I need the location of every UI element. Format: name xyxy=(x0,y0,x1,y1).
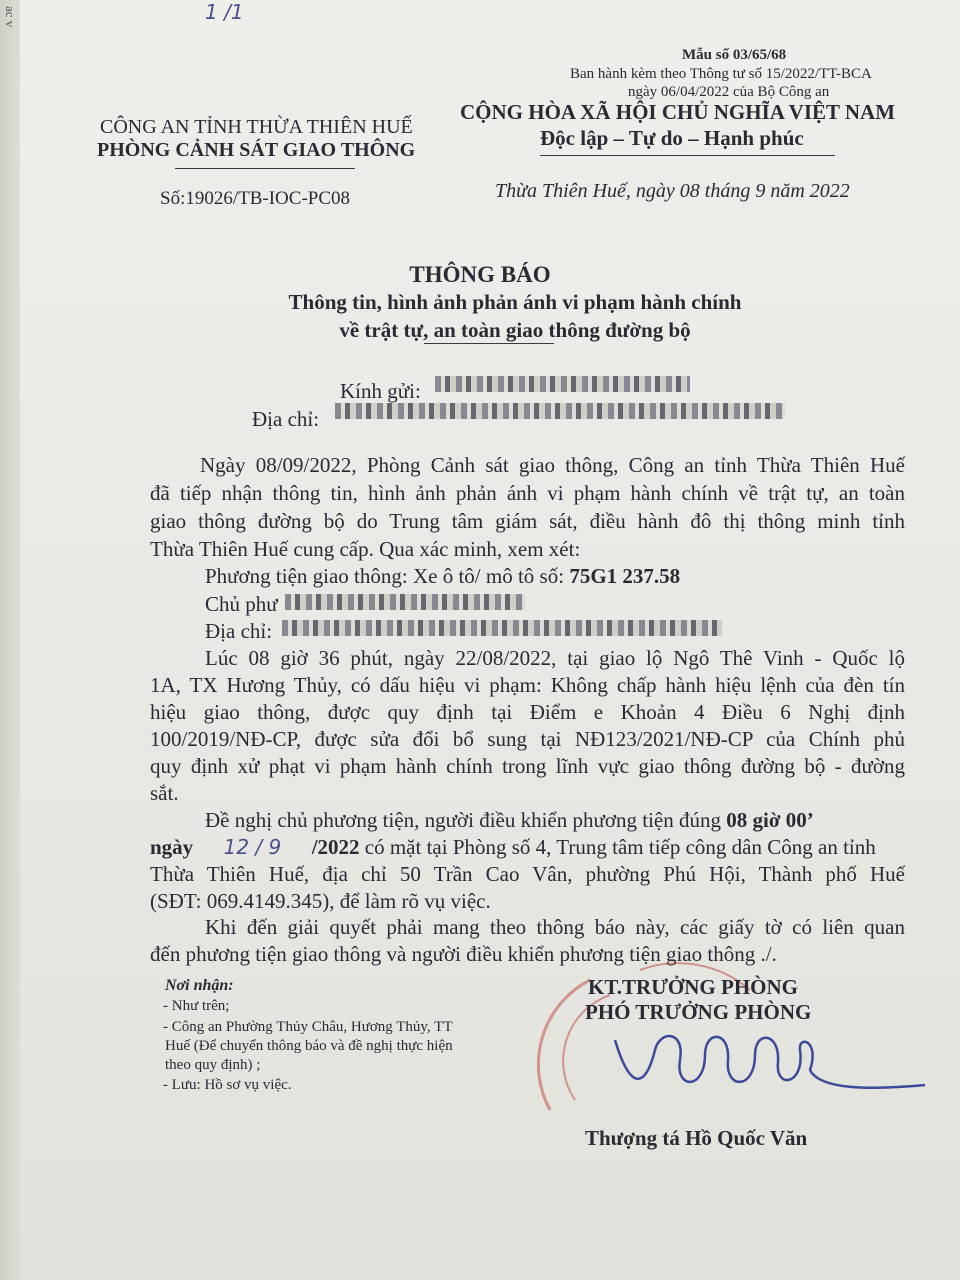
document-title: THÔNG BÁO xyxy=(409,262,551,287)
paragraph-3-text: Đề nghị chủ phương tiện, người điều khiển phương tiện đúng xyxy=(205,808,721,832)
redacted-owner-address xyxy=(282,620,722,636)
vehicle-plate: 75G1 237.58 xyxy=(569,564,681,588)
appointment-time: 08 giờ 00’ xyxy=(726,808,814,832)
appointment-location: có mặt tại Phòng số 4, Trung tâm tiếp công dân Công an tỉnh xyxy=(364,835,876,859)
edge-text: ac v xyxy=(3,6,18,28)
form-issued-line2: ngày 06/04/2022 của Bộ Công an xyxy=(628,84,830,100)
redacted-recipient-address xyxy=(335,403,785,419)
paragraph-2-line-2: 1A, TX Hương Thủy, có dấu hiệu vi phạm: Không chấp hành hiệu lệnh của đèn tín xyxy=(150,673,905,697)
paragraph-2-line-1: Lúc 08 giờ 36 phút, ngày 22/08/2022, tại giao lộ Ngô Thê Vinh - Quốc lộ xyxy=(205,646,905,670)
department-name: PHÒNG CẢNH SÁT GIAO THÔNG xyxy=(97,139,416,161)
handwritten-appointment-date: 12 / 9 xyxy=(223,835,282,859)
appointment-ngay: ngày xyxy=(150,835,194,859)
paragraph-3-line-4: (SĐT: 069.4149.345), để làm rõ vụ việc. xyxy=(150,889,491,913)
department-underline xyxy=(175,168,355,169)
paragraph-2-line-3: hiệu giao thông, được quy định tại Điểm e Khoản 4 Điều 6 Nghị định xyxy=(150,700,905,724)
appointment-year: /2022 xyxy=(311,835,360,859)
form-code: Mẫu số 03/65/68 xyxy=(682,47,787,63)
owner-address-label: Địa chỉ: xyxy=(205,619,273,643)
paragraph-1-line-2: đã tiếp nhận thông tin, hình ảnh phản ánh vi phạm hành chính về trật tự, an toàn xyxy=(150,481,905,505)
paragraph-2-line-4: 100/2019/NĐ-CP, được sửa đổi bổ sung tại NĐ123/2021/NĐ-CP của Chính phủ xyxy=(150,727,905,751)
kinh-gui-label: Kính gửi: xyxy=(340,379,421,403)
agency-name: CÔNG AN TỈNH THỪA THIÊN HUẾ xyxy=(100,116,413,138)
paragraph-3-line-1 xyxy=(205,807,814,833)
signature-title-1: KT.TRƯỞNG PHÒNG xyxy=(588,975,798,999)
country-name: CỘNG HÒA XÃ HỘI CHỦ NGHĨA VIỆT NAM xyxy=(460,100,896,124)
vehicle-label: Phương tiện giao thông: Xe ô tô/ mô tô số: xyxy=(205,564,565,588)
recipients-heading: Nơi nhận: xyxy=(165,977,234,994)
paragraph-3-line-2 xyxy=(150,834,876,860)
signature-scribble xyxy=(615,1036,925,1088)
vehicle-line xyxy=(205,563,680,589)
document-subtitle-1: Thông tin, hình ảnh phản ánh vi phạm hành chính xyxy=(288,290,742,314)
adjacent-page-edge xyxy=(0,0,21,1280)
paragraph-2-line-6: sắt. xyxy=(150,781,179,805)
paragraph-1-line-3: giao thông đường bộ do Trung tâm giám sát, điều hành đô thị thông minh tỉnh xyxy=(150,509,905,533)
paragraph-4-line-2: đến phương tiện giao thông và người điều khiển phương tiện giao thông ./. xyxy=(150,942,777,966)
dia-chi-label: Địa chỉ: xyxy=(252,407,320,431)
subtitle-underline xyxy=(424,343,554,344)
redacted-recipient-name xyxy=(435,376,690,392)
document-subtitle-2: về trật tự, an toàn giao thông đường bộ xyxy=(339,318,691,342)
paragraph-3-line-3: Thừa Thiên Huế, địa chỉ 50 Trần Cao Vân, phường Phú Hội, Thành phố Huế xyxy=(150,862,905,886)
paragraph-4-line-1: Khi đến giải quyết phải mang theo thông báo này, các giấy tờ có liên quan xyxy=(205,915,905,939)
paragraph-1-line-1: Ngày 08/09/2022, Phòng Cảnh sát giao thông, Công an tỉnh Thừa Thiên Huế xyxy=(200,453,905,477)
recipients-item-2-line-1: - Công an Phường Thủy Châu, Hương Thủy, TT xyxy=(163,1019,453,1035)
motto-underline xyxy=(540,155,835,156)
recipients-item-2-line-2: Huế (Để chuyển thông báo và đề nghị thực hiện xyxy=(165,1038,453,1054)
paragraph-2-line-5: quy định xử phạt vi phạm hành chính trong lĩnh vực giao thông đường bộ - đường xyxy=(150,754,905,778)
owner-label: Chủ phư xyxy=(205,592,278,616)
recipients-item-2-line-3: theo quy định) ; xyxy=(165,1057,261,1073)
handwritten-top-mark: 1 /1 xyxy=(205,0,244,24)
place-date: Thừa Thiên Huế, ngày 08 tháng 9 năm 2022 xyxy=(495,180,850,202)
signer-name: Thượng tá Hồ Quốc Văn xyxy=(585,1126,808,1150)
redacted-owner-name xyxy=(285,594,525,610)
document-number: Số:19026/TB-IOC-PC08 xyxy=(160,188,351,209)
recipients-item-1: - Như trên; xyxy=(163,998,230,1014)
national-motto: Độc lập – Tự do – Hạnh phúc xyxy=(540,126,804,150)
signature-title-2: PHÓ TRƯỞNG PHÒNG xyxy=(585,1000,812,1024)
paragraph-1-line-4: Thừa Thiên Huế cung cấp. Qua xác minh, xem xét: xyxy=(150,537,581,561)
recipients-item-3: - Lưu: Hồ sơ vụ việc. xyxy=(163,1077,292,1093)
form-issued-line1: Ban hành kèm theo Thông tư số 15/2022/TT-BCA xyxy=(570,66,872,82)
